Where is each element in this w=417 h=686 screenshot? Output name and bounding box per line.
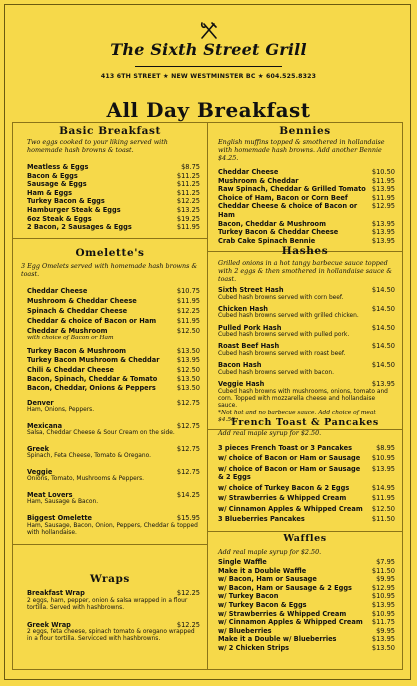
menu-item: [218, 185, 395, 194]
item-name: Choice of Ham, Bacon or Corn Beef: [218, 193, 348, 202]
item-name: Pulled Pork Hash: [218, 323, 282, 332]
right-column: [207, 122, 403, 670]
menu-item: [218, 567, 395, 576]
omelette-list-c: [27, 399, 200, 537]
item-name: Bacon, Cheddar, Onions & Peppers: [27, 383, 156, 392]
item-description: Ham, Sausage & Bacon.: [27, 499, 99, 506]
item-name: Turkey Bacon & Eggs: [27, 197, 105, 206]
section-title: Omelette's: [75, 247, 145, 259]
section-description: Two eggs cooked to your liking served with homemade hash browns & toast.: [27, 138, 168, 154]
item-price: $10.95: [371, 609, 395, 618]
item-name: Cheddar & choice of Bacon or Ham: [27, 316, 157, 325]
menu-item: [27, 399, 200, 415]
item-name: Bacon, Cheddar & Mushroom: [218, 219, 326, 228]
item-name: Hamburger Steak & Eggs: [27, 205, 121, 214]
menu-item: [27, 197, 200, 206]
item-name: Meatless & Eggs: [27, 163, 89, 171]
item-name: Raw Spinach, Cheddar & Grilled Tomato: [218, 185, 366, 194]
item-price: $11.25: [176, 171, 200, 180]
section-divider: [13, 238, 207, 239]
menu-item: [27, 172, 200, 181]
menu-item: [218, 220, 395, 229]
item-note: *Not hot and no barbecue sauce. Add choice of meat $4.50.: [218, 409, 376, 423]
item-name: w/ Turkey Bacon: [218, 592, 279, 601]
item-name: w/ Blueberries: [218, 626, 272, 635]
menu-item: [218, 515, 395, 524]
item-name: Greek Wrap: [27, 620, 71, 629]
menu-item: [27, 206, 200, 215]
item-name: Turkey Bacon & Mushroom: [27, 347, 126, 356]
menu-item: [218, 286, 395, 302]
menu-item: [218, 454, 395, 463]
hashes-list: [218, 286, 395, 424]
item-price: $10.75: [176, 287, 200, 295]
item-price: $15.95: [176, 513, 200, 522]
section-title: Waffles: [283, 533, 327, 544]
item-price: $11.50: [371, 514, 395, 523]
item-name: Cheddar & Mushroom: [27, 326, 108, 335]
item-name: w/ Turkey Bacon & Eggs: [218, 600, 307, 609]
item-price: $11.95: [371, 494, 395, 503]
item-description: 2 eggs, ham, pepper, onion & salsa wrapped in a flour tortilla. Served with hashbrowns.: [27, 597, 188, 611]
item-price: $14.95: [371, 483, 395, 492]
item-price: $13.50: [371, 643, 395, 652]
wraps-section: [13, 573, 207, 643]
menu-item: [27, 356, 200, 365]
item-price: $13.50: [176, 383, 200, 392]
section-description: 3 Egg Omelets served with homemade hash browns & toast.: [21, 262, 198, 278]
item-price: $9.95: [376, 626, 395, 635]
item-price: $12.95: [371, 583, 395, 592]
menu-item: [27, 347, 200, 356]
item-price: $11.95: [176, 296, 200, 305]
french-toast-section: [208, 417, 402, 532]
fork-and-knife-icon: [198, 20, 220, 42]
menu-item: [218, 505, 395, 514]
menu-item: [218, 584, 395, 593]
menu-item: [218, 324, 395, 340]
item-name: Spinach & Cheddar Cheese: [27, 306, 128, 315]
item-name: w/ Bacon, Ham or Sausage & 2 Eggs: [218, 583, 352, 592]
item-name: Denver: [27, 398, 54, 407]
menu-item: [27, 180, 200, 189]
menu-item: [218, 202, 395, 219]
item-price: $14.50: [371, 286, 395, 294]
section-divider: [208, 531, 402, 532]
item-name: Make it a Double w/ Blueberries: [218, 635, 337, 644]
item-price: $11.75: [371, 618, 395, 627]
french-toast-list: [218, 444, 395, 524]
item-price: $19.25: [176, 214, 200, 223]
item-price: $10.95: [371, 592, 395, 601]
menu-item: [27, 375, 200, 384]
item-description: with choice of Bacon or Ham: [27, 335, 114, 342]
item-name: Cheddar Cheese: [218, 168, 279, 176]
page-title: All Day Breakfast: [106, 98, 311, 122]
menu-item: [218, 592, 395, 601]
menu-item: [218, 494, 395, 503]
item-price: $14.50: [371, 361, 395, 370]
menu-item: [27, 445, 200, 461]
item-price: $14.50: [371, 323, 395, 332]
brand-rule: [135, 66, 282, 67]
omelette-list-b: [27, 347, 200, 392]
menu-item: [27, 317, 200, 326]
item-description: Ham, Onions, Peppers.: [27, 407, 95, 414]
item-name: 6oz Steak & Eggs: [27, 214, 92, 223]
item-name: Crab Cake Spinach Bennie: [218, 236, 316, 245]
menu-item: [27, 384, 200, 393]
menu-item: [27, 589, 200, 612]
item-name: Ham & Eggs: [27, 188, 73, 197]
section-divider: [13, 544, 207, 545]
item-price: $12.25: [176, 589, 200, 597]
basic-breakfast-list: [27, 163, 200, 232]
item-price: $13.95: [371, 635, 395, 644]
item-price: $13.95: [371, 228, 395, 237]
item-name: Bacon & Eggs: [27, 171, 78, 180]
item-name: Mushroom & Cheddar: [218, 176, 299, 185]
item-price: $13.95: [371, 379, 395, 388]
item-price: $13.50: [176, 374, 200, 383]
item-price: $10.50: [371, 168, 395, 176]
menu-item: [27, 287, 200, 296]
item-price: $9.95: [376, 575, 395, 584]
item-name: Chicken Hash: [218, 304, 268, 313]
menu-item: [218, 194, 395, 203]
wraps-list: [27, 589, 200, 643]
item-name: Meat Lovers: [27, 490, 73, 499]
basic-breakfast-section: [13, 125, 207, 239]
bennies-section: [208, 125, 402, 252]
menu-item: [218, 627, 395, 636]
item-price: $11.95: [371, 176, 395, 185]
menu-item: [218, 361, 395, 377]
item-name: Single Waffle: [218, 558, 267, 566]
header: [0, 0, 417, 100]
item-name: Make it a Double Waffle: [218, 566, 307, 575]
waffles-section: [208, 533, 402, 653]
item-price: $11.95: [176, 223, 200, 232]
item-price: $14.25: [176, 490, 200, 499]
item-description: Cubed hash browns with mushrooms, onions, tomato and corn. Topped with mozzarella cheese and hollandaise sauce.: [218, 388, 388, 409]
section-description: Grilled onions in a hot tangy barbecue sauce topped with 2 eggs & then smothered in hollandaise sauce & toast.: [218, 259, 393, 283]
item-name: Turkey Bacon Mushroom & Cheddar: [27, 356, 160, 365]
item-name: Roast Beef Hash: [218, 342, 280, 351]
item-name: w/ 2 Chicken Strips: [218, 643, 290, 652]
menu-item: [218, 305, 395, 321]
item-name: Sixth Street Hash: [218, 286, 284, 294]
item-price: $12.25: [176, 620, 200, 629]
item-price: $12.75: [176, 467, 200, 476]
section-title: Wraps: [90, 573, 130, 585]
item-name: w/ Strawberries & Whipped Cream: [218, 494, 347, 503]
item-name: w/ Strawberries & Whipped Cream: [218, 609, 347, 618]
item-name: w/ Bacon, Ham or Sausage: [218, 575, 317, 584]
item-description: Cubed hash browns served with corn beef.: [218, 294, 344, 301]
item-name: Bacon Hash: [218, 361, 262, 370]
section-description: Add real maple syrup for $2.50.: [218, 548, 322, 556]
menu-item: [218, 342, 395, 358]
section-title: Hashes: [281, 245, 329, 257]
item-price: $11.25: [176, 188, 200, 197]
menu-item: [27, 327, 200, 343]
item-price: $11.50: [371, 566, 395, 575]
item-price: $8.95: [376, 444, 395, 452]
menu-item: [27, 215, 200, 224]
item-name: Breakfast Wrap: [27, 589, 85, 597]
item-name: Veggie Hash: [218, 379, 265, 388]
item-price: $12.25: [176, 197, 200, 206]
item-name: Sausage & Eggs: [27, 180, 87, 189]
section-title: Bennies: [279, 125, 331, 137]
item-price: $12.75: [176, 444, 200, 453]
item-price: $13.25: [176, 205, 200, 214]
item-price: $11.95: [176, 316, 200, 325]
item-description: Onions, Tomato, Mushrooms & Peppers.: [27, 476, 145, 483]
section-title: Basic Breakfast: [59, 125, 161, 137]
item-price: $12.95: [371, 202, 395, 211]
item-name: w/ Cinnamon Apples & Whipped Cream: [218, 504, 363, 513]
menu-item: [218, 610, 395, 619]
menu-item: [218, 601, 395, 610]
item-name: Cheddar Cheese: [27, 287, 88, 295]
item-price: $14.50: [371, 304, 395, 313]
item-description: Cubed hash browns served with pulled pork.: [218, 332, 350, 339]
item-price: $12.75: [176, 398, 200, 407]
hashes-section: [208, 245, 402, 430]
item-price: $12.50: [371, 504, 395, 513]
item-description: Cubed hash browns served with roast beef.: [218, 350, 346, 357]
item-price: $12.50: [176, 365, 200, 374]
menu-item: [27, 422, 200, 438]
item-name: Turkey Bacon & Cheddar Cheese: [218, 228, 339, 237]
item-name: Cheddar Cheese & choice of Bacon or Ham: [218, 202, 358, 219]
section-description: Add real maple syrup for $2.50.: [218, 429, 322, 437]
item-price: $8.75: [181, 163, 200, 171]
omelette-list-a: [27, 287, 200, 342]
menu-item: [27, 307, 200, 316]
menu-item: [218, 575, 395, 584]
item-description: Cubed hash browns served with grilled chicken.: [218, 313, 359, 320]
item-name: 2 Bacon, 2 Sausages & Eggs: [27, 223, 132, 232]
item-description: Spinach, Feta Cheese, Tomato & Oregano.: [27, 453, 151, 460]
bennies-list: [218, 168, 395, 245]
item-name: Greek: [27, 444, 49, 453]
item-price: $11.25: [176, 180, 200, 189]
menu-item: [27, 189, 200, 198]
item-name: w/ choice of Bacon or Ham or Sausage & 2 Eggs: [218, 464, 361, 482]
waffles-list: [218, 558, 395, 653]
item-description: Cubed hash browns served with bacon.: [218, 369, 334, 376]
item-description: Salsa, Cheddar Cheese & Sour Cream on the side.: [27, 430, 175, 437]
restaurant-name: The Sixth Street Grill: [110, 40, 307, 59]
item-price: $10.95: [371, 454, 395, 463]
item-price: $12.75: [176, 421, 200, 430]
menu-item: [27, 514, 200, 537]
item-price: $7.95: [376, 558, 395, 566]
menu-item: [218, 618, 395, 627]
menu-item: [27, 297, 200, 306]
item-name: Mushroom & Cheddar Cheese: [27, 296, 137, 305]
item-price: $14.50: [371, 342, 395, 351]
menu-item: [218, 635, 395, 644]
menu-item: [27, 468, 200, 484]
item-name: 3 pieces French Toast or 3 Pancakes: [218, 444, 353, 452]
item-name: w/ choice of Turkey Bacon & 2 Eggs: [218, 483, 350, 492]
item-price: $12.25: [176, 306, 200, 315]
menu-item: [218, 558, 395, 567]
item-price: $13.95: [371, 219, 395, 228]
menu-item: [27, 163, 200, 172]
item-name: Veggie: [27, 467, 53, 476]
item-name: w/ Cinnamon Apples & Whipped Cream: [218, 618, 363, 627]
item-description: 2 eggs, feta cheese, spinach tomato & oregano wrapped in a flour tortilla. Servicced with hashbrowns.: [27, 629, 195, 643]
menu-item: [218, 228, 395, 237]
item-price: $13.95: [371, 236, 395, 245]
item-name: 3 Blueberries Pancakes: [218, 514, 305, 523]
item-price: $13.95: [371, 464, 395, 473]
item-name: Biggest Omelette: [27, 513, 93, 522]
item-name: Mexicana: [27, 421, 63, 430]
menu-item: [218, 177, 395, 186]
menu-item: [218, 465, 395, 482]
item-price: $13.95: [371, 185, 395, 194]
section-title: French Toast & Pancakes: [231, 417, 379, 428]
menu-item: [27, 366, 200, 375]
item-price: $13.95: [176, 356, 200, 365]
menu-item: [218, 444, 395, 453]
menu-item: [218, 644, 395, 653]
omelettes-section: [13, 247, 207, 545]
restaurant-address: 413 6TH STREET ★ NEW WESTMINSTER BC ★ 604.525.8323: [100, 73, 317, 80]
item-price: $11.95: [371, 193, 395, 202]
menu-item: [218, 168, 395, 177]
item-name: Bacon, Spinach, Cheddar & Tomato: [27, 374, 158, 383]
menu-item: [218, 484, 395, 493]
menu-item: [27, 491, 200, 507]
item-price: $13.50: [176, 347, 200, 356]
item-price: $13.95: [371, 600, 395, 609]
item-name: w/ choice of Bacon or Ham or Sausage: [218, 454, 361, 463]
menu-item: [27, 223, 200, 232]
left-column: [12, 122, 208, 670]
item-description: Ham, Sausage, Bacon, Onion, Peppers, Cheddar & topped with hollandaise.: [27, 522, 198, 536]
item-price: $12.50: [176, 326, 200, 335]
item-name: Chili & Cheddar Cheese: [27, 365, 114, 374]
section-description: English muffins topped & smothered in hollandaise with homemade hash browns. Add another Bennie $4.25.: [218, 138, 385, 162]
menu-item: [27, 621, 200, 644]
